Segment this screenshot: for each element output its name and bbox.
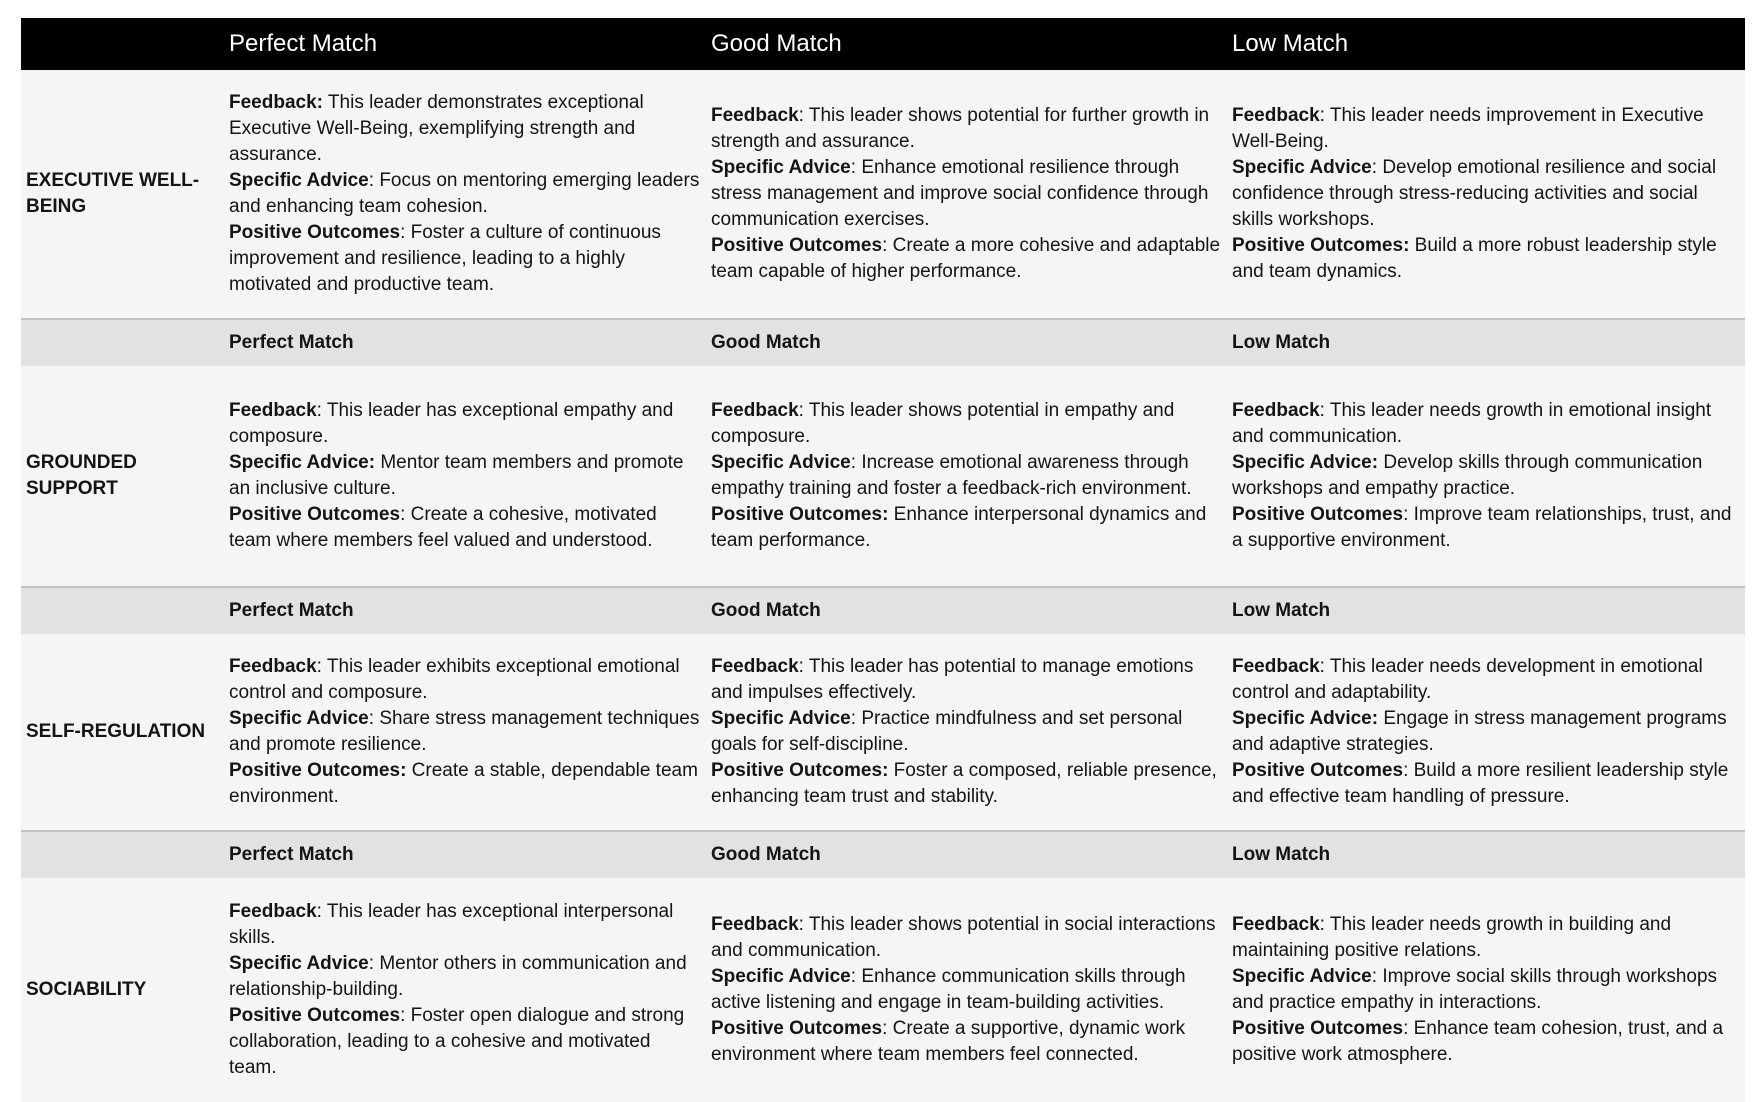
feedback-text: This leader needs improvement in Executive Well-Being. bbox=[1232, 105, 1704, 152]
feedback-label: Feedback bbox=[229, 656, 317, 677]
header-perfect-match: Perfect Match bbox=[229, 30, 378, 57]
feedback-text: This leader has exceptional interpersonal skills. bbox=[229, 901, 674, 948]
outcomes-label: Positive Outcomes bbox=[711, 1018, 883, 1039]
good-match-cell: Feedback: This leader has potential to manage emotions and impulses effectively. Specific Advice: Practice mindfulness and set personal goals for self-discipline. Positive Outcomes: Foster a composed, reliable presence, enhancing team trust and stability. bbox=[711, 656, 1217, 807]
advice-text: Share stress management techniques and promote resilience. bbox=[229, 708, 700, 755]
advice-label: Specific Advice bbox=[1232, 157, 1372, 178]
outcomes-text: Enhance team cohesion, trust, and a positive work atmosphere. bbox=[1232, 1018, 1724, 1065]
feedback-text: This leader has exceptional empathy and composure. bbox=[229, 400, 674, 447]
advice-text: Engage in stress management programs and adaptive strategies. bbox=[1232, 708, 1727, 755]
table-row bbox=[21, 70, 1745, 320]
section-subheader bbox=[21, 320, 1745, 366]
feedback-label: Feedback bbox=[229, 901, 317, 922]
outcomes-text: Foster a composed, reliable presence, enhancing team trust and stability. bbox=[711, 760, 1217, 807]
low-match-cell: Feedback: This leader needs growth in emotional insight and communication. Specific Advice: Develop skills through communication workshops and empathy practice. Positive Outcomes: Improve team relationships, trust, and a supportive environment. bbox=[1232, 400, 1732, 551]
outcomes-text: Improve team relationships, trust, and a supportive environment. bbox=[1232, 504, 1732, 551]
perfect-match-cell: Feedback: This leader has exceptional interpersonal skills. Specific Advice: Mentor others in communication and relationship-building. Positive Outcomes: Foster open dialogue and strong collaboration, leading to a cohesive and motivated team. bbox=[229, 901, 687, 1078]
outcomes-label: Positive Outcomes bbox=[229, 1005, 401, 1026]
feedback-label: Feedback bbox=[1232, 656, 1320, 677]
feedback-text: This leader needs growth in building and maintaining positive relations. bbox=[1232, 914, 1672, 961]
advice-text: Enhance emotional resilience through stress management and improve social confidence through communication exercises. bbox=[711, 157, 1209, 230]
feedback-text: This leader shows potential for further growth in strength and assurance. bbox=[711, 105, 1210, 152]
advice-label: Specific Advice bbox=[229, 170, 369, 191]
subheader-good-match: Good Match bbox=[711, 332, 821, 353]
feedback-label: Feedback bbox=[1232, 105, 1320, 126]
outcomes-text: Create a supportive, dynamic work environment where team members feel connected. bbox=[711, 1018, 1186, 1065]
feedback-text: This leader needs growth in emotional insight and communication. bbox=[1232, 400, 1712, 447]
outcomes-text: Foster open dialogue and strong collaboration, leading to a cohesive and motivated team. bbox=[229, 1005, 685, 1078]
subheader-perfect-match: Perfect Match bbox=[229, 332, 354, 353]
outcomes-label: Positive Outcomes bbox=[229, 504, 401, 525]
subheader-good-match: Good Match bbox=[711, 600, 821, 621]
table-row bbox=[21, 878, 1745, 1102]
subheader-perfect-match: Perfect Match bbox=[229, 844, 354, 865]
outcomes-text: Foster a culture of continuous improvement and resilience, leading to a highly motivated and productive team. bbox=[229, 222, 661, 295]
perfect-match-cell: Feedback: This leader exhibits exceptional emotional control and composure. Specific Advice: Share stress management techniques and promote resilience. Positive Outcomes: Create a stable, dependable team environment. bbox=[229, 656, 700, 807]
good-match-cell: Feedback: This leader shows potential in social interactions and communication. Specific Advice: Enhance communication skills through active listening and engage in team-building activities. Positive Outcomes: Create a supportive, dynamic work environment where team members feel connected. bbox=[711, 914, 1216, 1065]
outcomes-text: Create a stable, dependable team environment. bbox=[229, 760, 698, 807]
outcomes-text: Enhance interpersonal dynamics and team performance. bbox=[711, 504, 1207, 551]
feedback-label: Feedback bbox=[1232, 914, 1320, 935]
outcomes-label: Positive Outcomes bbox=[711, 235, 883, 256]
low-match-cell: Feedback: This leader needs growth in building and maintaining positive relations. Specific Advice: Improve social skills through workshops and practice empathy in interactions. Positive Outcomes: Enhance team cohesion, trust, and a positive work atmosphere. bbox=[1232, 914, 1724, 1065]
feedback-text: This leader exhibits exceptional emotional control and composure. bbox=[229, 656, 680, 703]
advice-text: Enhance communication skills through active listening and engage in team-building activities. bbox=[711, 966, 1186, 1013]
feedback-label: Feedback bbox=[229, 92, 317, 113]
advice-text: Increase emotional awareness through empathy training and foster a feedback-rich environment. bbox=[711, 452, 1192, 499]
feedback-label: Feedback bbox=[711, 914, 799, 935]
advice-label: Specific Advice bbox=[229, 452, 369, 473]
outcomes-label: Positive Outcomes bbox=[711, 504, 883, 525]
row-label: SELF-REGULATION bbox=[26, 721, 206, 742]
advice-label: Specific Advice bbox=[711, 708, 851, 729]
outcomes-label: Positive Outcomes bbox=[229, 760, 401, 781]
header-good-match: Good Match bbox=[711, 30, 842, 57]
table-row bbox=[21, 634, 1745, 832]
outcomes-label: Positive Outcomes bbox=[1232, 235, 1404, 256]
outcomes-label: Positive Outcomes bbox=[229, 222, 401, 243]
advice-label: Specific Advice bbox=[711, 966, 851, 987]
section-subheader bbox=[21, 588, 1745, 634]
advice-label: Specific Advice bbox=[711, 157, 851, 178]
low-match-cell: Feedback: This leader needs development in emotional control and adaptability. Specific Advice: Engage in stress management programs and adaptive strategies. Positive Outcomes: Build a more resilient leadership style and effective team handling of pressure. bbox=[1232, 656, 1729, 807]
advice-label: Specific Advice bbox=[1232, 966, 1372, 987]
feedback-text: This leader has potential to manage emotions and impulses effectively. bbox=[711, 656, 1194, 703]
outcomes-label: Positive Outcomes bbox=[1232, 1018, 1404, 1039]
section-subheader bbox=[21, 832, 1745, 878]
advice-text: Improve social skills through workshops and practice empathy in interactions. bbox=[1232, 966, 1718, 1013]
subheader-low-match: Low Match bbox=[1232, 844, 1331, 865]
advice-label: Specific Advice bbox=[711, 452, 851, 473]
advice-label: Specific Advice bbox=[1232, 452, 1372, 473]
perfect-match-cell: Feedback: This leader has exceptional empathy and composure. Specific Advice: Mentor team members and promote an inclusive culture. Positive Outcomes: Create a cohesive, motivated team where members feel valued and understood. bbox=[229, 400, 684, 551]
perfect-match-cell: Feedback: This leader demonstrates exceptional Executive Well-Being, exemplifying strength and assurance. Specific Advice: Focus on mentoring emerging leaders and enhancing team cohesion. Positive Outcomes: Foster a culture of continuous improvement and resilience, leading to a highly motivated and productive team. bbox=[229, 92, 700, 295]
outcomes-text: Create a cohesive, motivated team where members feel valued and understood. bbox=[229, 504, 657, 551]
advice-text: Develop skills through communication workshops and empathy practice. bbox=[1232, 452, 1703, 499]
feedback-text: This leader shows potential in empathy and composure. bbox=[711, 400, 1175, 447]
outcomes-label: Positive Outcomes bbox=[1232, 504, 1404, 525]
feedback-label: Feedback bbox=[711, 105, 799, 126]
table-header bbox=[21, 18, 1745, 70]
row-label: EXECUTIVE WELL-BEING bbox=[26, 170, 200, 217]
feedback-text: This leader demonstrates exceptional Executive Well-Being, exemplifying strength and assurance. bbox=[229, 92, 644, 165]
good-match-cell: Feedback: This leader shows potential in empathy and composure. Specific Advice: Increase emotional awareness through empathy training and foster a feedback-rich environment. Positive Outcomes: Enhance interpersonal dynamics and team performance. bbox=[711, 400, 1207, 551]
outcomes-text: Build a more resilient leadership style and effective team handling of pressure. bbox=[1232, 760, 1729, 807]
outcomes-label: Positive Outcomes bbox=[1232, 760, 1404, 781]
low-match-cell: Feedback: This leader needs improvement in Executive Well-Being. Specific Advice: Develop emotional resilience and social confidence through stress-reducing activities and social skills workshops. Positive Outcomes: Build a more robust leadership style and team dynamics. bbox=[1232, 105, 1717, 282]
good-match-cell: Feedback: This leader shows potential for further growth in strength and assurance. Specific Advice: Enhance emotional resilience through stress management and improve social confidence through communication exercises. Positive Outcomes: Create a more cohesive and adaptable team capable of higher performance. bbox=[711, 105, 1221, 282]
feedback-text: This leader shows potential in social interactions and communication. bbox=[711, 914, 1216, 961]
outcomes-label: Positive Outcomes bbox=[711, 760, 883, 781]
row-label: GROUNDED SUPPORT bbox=[26, 452, 137, 499]
feedback-label: Feedback bbox=[711, 400, 799, 421]
outcomes-text: Build a more robust leadership style and team dynamics. bbox=[1232, 235, 1717, 282]
advice-text: Practice mindfulness and set personal goals for self-discipline. bbox=[711, 708, 1183, 755]
feedback-text: This leader needs development in emotional control and adaptability. bbox=[1232, 656, 1703, 703]
subheader-low-match: Low Match bbox=[1232, 332, 1331, 353]
advice-label: Specific Advice bbox=[1232, 708, 1372, 729]
advice-label: Specific Advice bbox=[229, 953, 369, 974]
feedback-label: Feedback bbox=[229, 400, 317, 421]
outcomes-text: Create a more cohesive and adaptable team capable of higher performance. bbox=[711, 235, 1221, 282]
header-low-match: Low Match bbox=[1232, 30, 1349, 57]
advice-text: Develop emotional resilience and social confidence through stress-reducing activities and social skills workshops. bbox=[1232, 157, 1717, 230]
advice-text: Mentor team members and promote an inclusive culture. bbox=[229, 452, 684, 499]
advice-text: Focus on mentoring emerging leaders and enhancing team cohesion. bbox=[229, 170, 700, 217]
subheader-low-match: Low Match bbox=[1232, 600, 1331, 621]
feedback-label: Feedback bbox=[1232, 400, 1320, 421]
feedback-label: Feedback bbox=[711, 656, 799, 677]
table-row bbox=[21, 366, 1745, 588]
advice-label: Specific Advice bbox=[229, 708, 369, 729]
row-label: SOCIABILITY bbox=[26, 979, 147, 1000]
subheader-good-match: Good Match bbox=[711, 844, 821, 865]
subheader-perfect-match: Perfect Match bbox=[229, 600, 354, 621]
leadership-match-table bbox=[21, 18, 1745, 1102]
advice-text: Mentor others in communication and relationship-building. bbox=[229, 953, 687, 1000]
